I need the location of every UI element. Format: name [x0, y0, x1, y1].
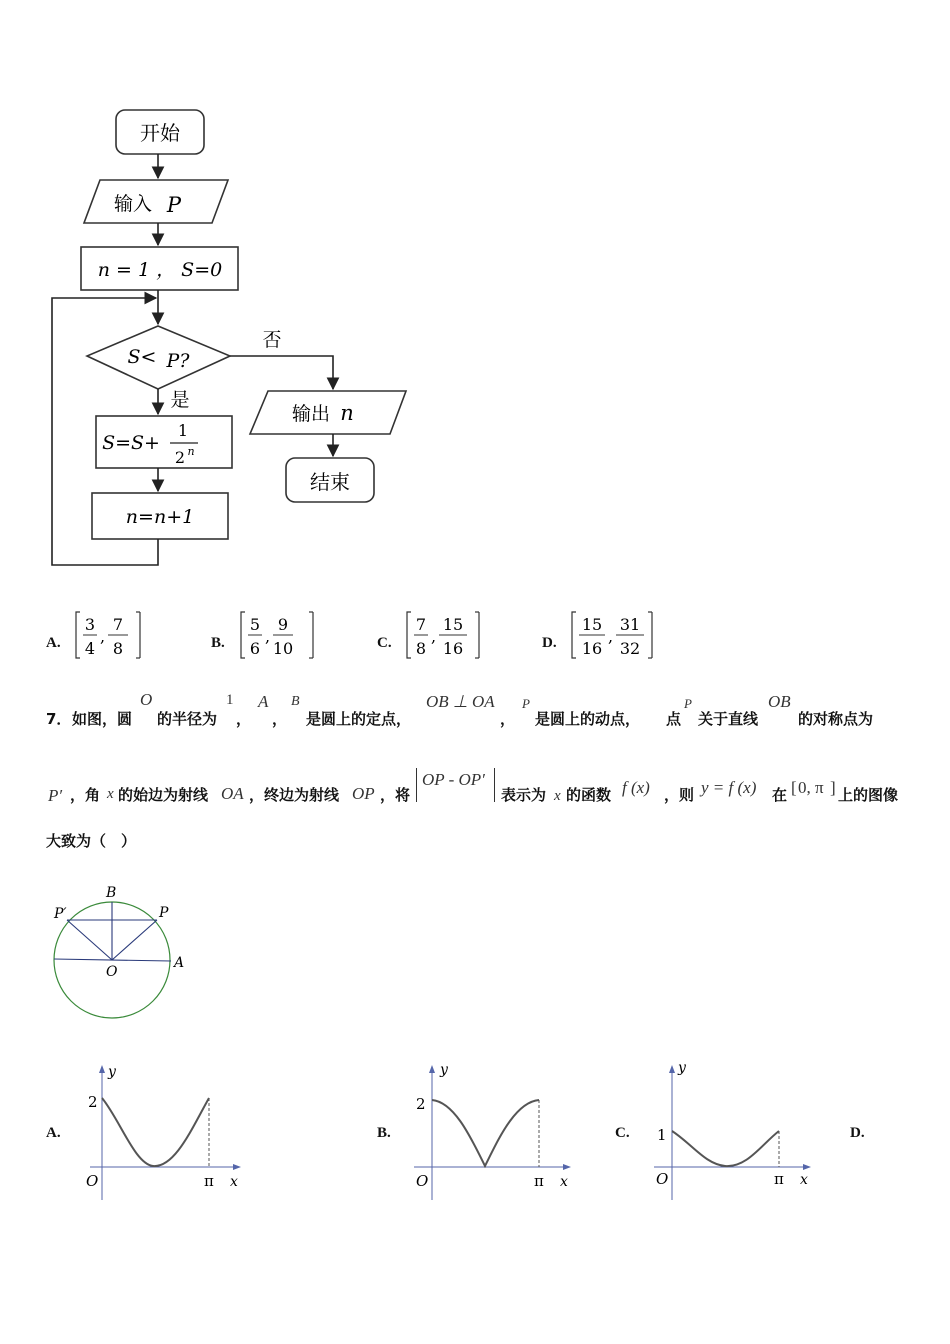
input-parallelogram	[84, 180, 228, 223]
math-interval: 0, π	[798, 778, 824, 797]
question-7-line-2: P′ ，角 x 的始边为射线 OA ，终边为射线 OP ，将 OP - OP′ 表示为 x 的函数 f (x) ，则 y = f (x) 在 [ 0, π ] 上的图像	[48, 770, 899, 805]
math-A: A	[258, 692, 269, 711]
svg-text:16: 16	[442, 639, 464, 658]
svg-text:7: 7	[112, 615, 124, 634]
svg-text:8: 8	[415, 639, 427, 658]
frac-exp: n	[187, 445, 195, 458]
condition-s: S<	[127, 346, 157, 368]
label-P: P	[159, 905, 169, 921]
frac-num: 1	[177, 421, 189, 440]
svg-text:8: 8	[112, 639, 124, 658]
condition-p: P?	[166, 350, 190, 372]
math-fx: f (x)	[622, 778, 650, 797]
graph-option-B[interactable]	[410, 1060, 580, 1210]
math-x: x	[107, 786, 114, 802]
svg-text:31: 31	[619, 615, 641, 634]
graph-option-C[interactable]	[650, 1060, 820, 1210]
option-C-letter[interactable]: C.	[615, 1125, 630, 1141]
math-1: 1	[226, 692, 234, 708]
svg-text:y: y	[108, 1064, 116, 1080]
yes-label: 是	[170, 389, 190, 411]
svg-text:10: 10	[272, 639, 294, 658]
math-OP: OP	[352, 784, 375, 803]
svg-text:,: ,	[431, 627, 437, 646]
end-label: 结束	[310, 470, 350, 494]
label-B: B	[106, 885, 117, 901]
question-number: 7．	[46, 710, 72, 728]
no-label: 否	[262, 329, 282, 351]
math-y-fx: y = f (x)	[701, 778, 757, 797]
svg-text:x: x	[230, 1174, 238, 1190]
option-letter: C.	[377, 635, 392, 651]
svg-text:x: x	[800, 1172, 808, 1188]
question-7-line-3: 大致为（ ）	[46, 832, 137, 850]
svg-text:1: 1	[657, 1126, 667, 1144]
svg-text:y: y	[440, 1062, 448, 1078]
label-P-prime: P′	[54, 906, 67, 922]
math-OA: OA	[221, 784, 244, 803]
svg-text:,: ,	[100, 627, 106, 646]
sum-update-prefix: S=S+	[102, 432, 160, 454]
option-B-letter[interactable]: B.	[377, 1125, 391, 1141]
curve-C	[672, 1131, 779, 1166]
svg-text:32: 32	[619, 639, 641, 658]
label-O: O	[106, 964, 118, 980]
math-P-2: P	[684, 696, 692, 711]
math-O: O	[140, 690, 153, 709]
svg-text:16: 16	[581, 639, 603, 658]
svg-text:O: O	[86, 1172, 99, 1190]
output-label: 输出	[291, 403, 331, 425]
interval-bracket	[239, 610, 319, 662]
option-A-letter[interactable]: A.	[46, 1125, 61, 1141]
option-D-letter[interactable]: D.	[850, 1125, 865, 1141]
svg-text:π: π	[204, 1172, 214, 1190]
graph-option-A[interactable]	[80, 1060, 250, 1210]
svg-text:9: 9	[277, 615, 289, 634]
svg-text:π: π	[774, 1170, 784, 1188]
label-A: A	[174, 955, 185, 971]
math-perp: OB ⊥ OA	[426, 692, 495, 711]
svg-text:3: 3	[84, 615, 96, 634]
math-P: P	[522, 696, 530, 711]
svg-text:15: 15	[442, 615, 464, 634]
question-7-line-1: 7． 如图，圆 O 的半径为 1 ， A ， B 是圆上的定点， OB ⊥ OA ， P 是圆上的动点， 点 P 关于直线 OB 的对称点为	[46, 690, 874, 728]
input-var: P	[166, 193, 182, 217]
svg-text:π: π	[534, 1172, 544, 1190]
interval-bracket	[74, 610, 146, 662]
start-label: 开始	[140, 121, 180, 145]
output-var: n	[340, 401, 354, 425]
svg-text:7: 7	[415, 615, 427, 634]
svg-text:O: O	[416, 1172, 429, 1190]
input-label: 输入	[113, 193, 153, 215]
n-update-label: n=n+1	[125, 506, 195, 528]
option-letter: A.	[46, 635, 61, 651]
math-x-2: x	[554, 788, 561, 804]
frac-den: 2	[174, 448, 186, 467]
svg-text:x: x	[560, 1174, 568, 1190]
svg-text:,: ,	[608, 627, 614, 646]
svg-text:,: ,	[265, 627, 271, 646]
math-P-prime: P′	[48, 786, 63, 805]
interval-bracket	[570, 610, 658, 662]
svg-text:5: 5	[249, 615, 261, 634]
interval-bracket	[405, 610, 485, 662]
svg-text:2: 2	[88, 1093, 98, 1111]
math-abs-expr: OP - OP′	[422, 770, 485, 789]
curve-B	[432, 1100, 539, 1166]
init-label: n = 1 ， S=0	[97, 259, 223, 281]
svg-text:y: y	[678, 1060, 686, 1076]
svg-text:6: 6	[249, 639, 261, 658]
flowchart	[0, 0, 430, 590]
svg-text:15: 15	[581, 615, 603, 634]
math-B: B	[291, 694, 300, 709]
math-OB: OB	[768, 692, 791, 711]
svg-text:4: 4	[84, 639, 96, 658]
svg-text:O: O	[656, 1170, 669, 1188]
circle-figure	[40, 880, 200, 1025]
option-letter: D.	[542, 635, 557, 651]
condition-diamond	[87, 326, 230, 389]
svg-text:2: 2	[416, 1095, 426, 1113]
option-letter: B.	[211, 635, 225, 651]
curve-A	[102, 1098, 209, 1166]
